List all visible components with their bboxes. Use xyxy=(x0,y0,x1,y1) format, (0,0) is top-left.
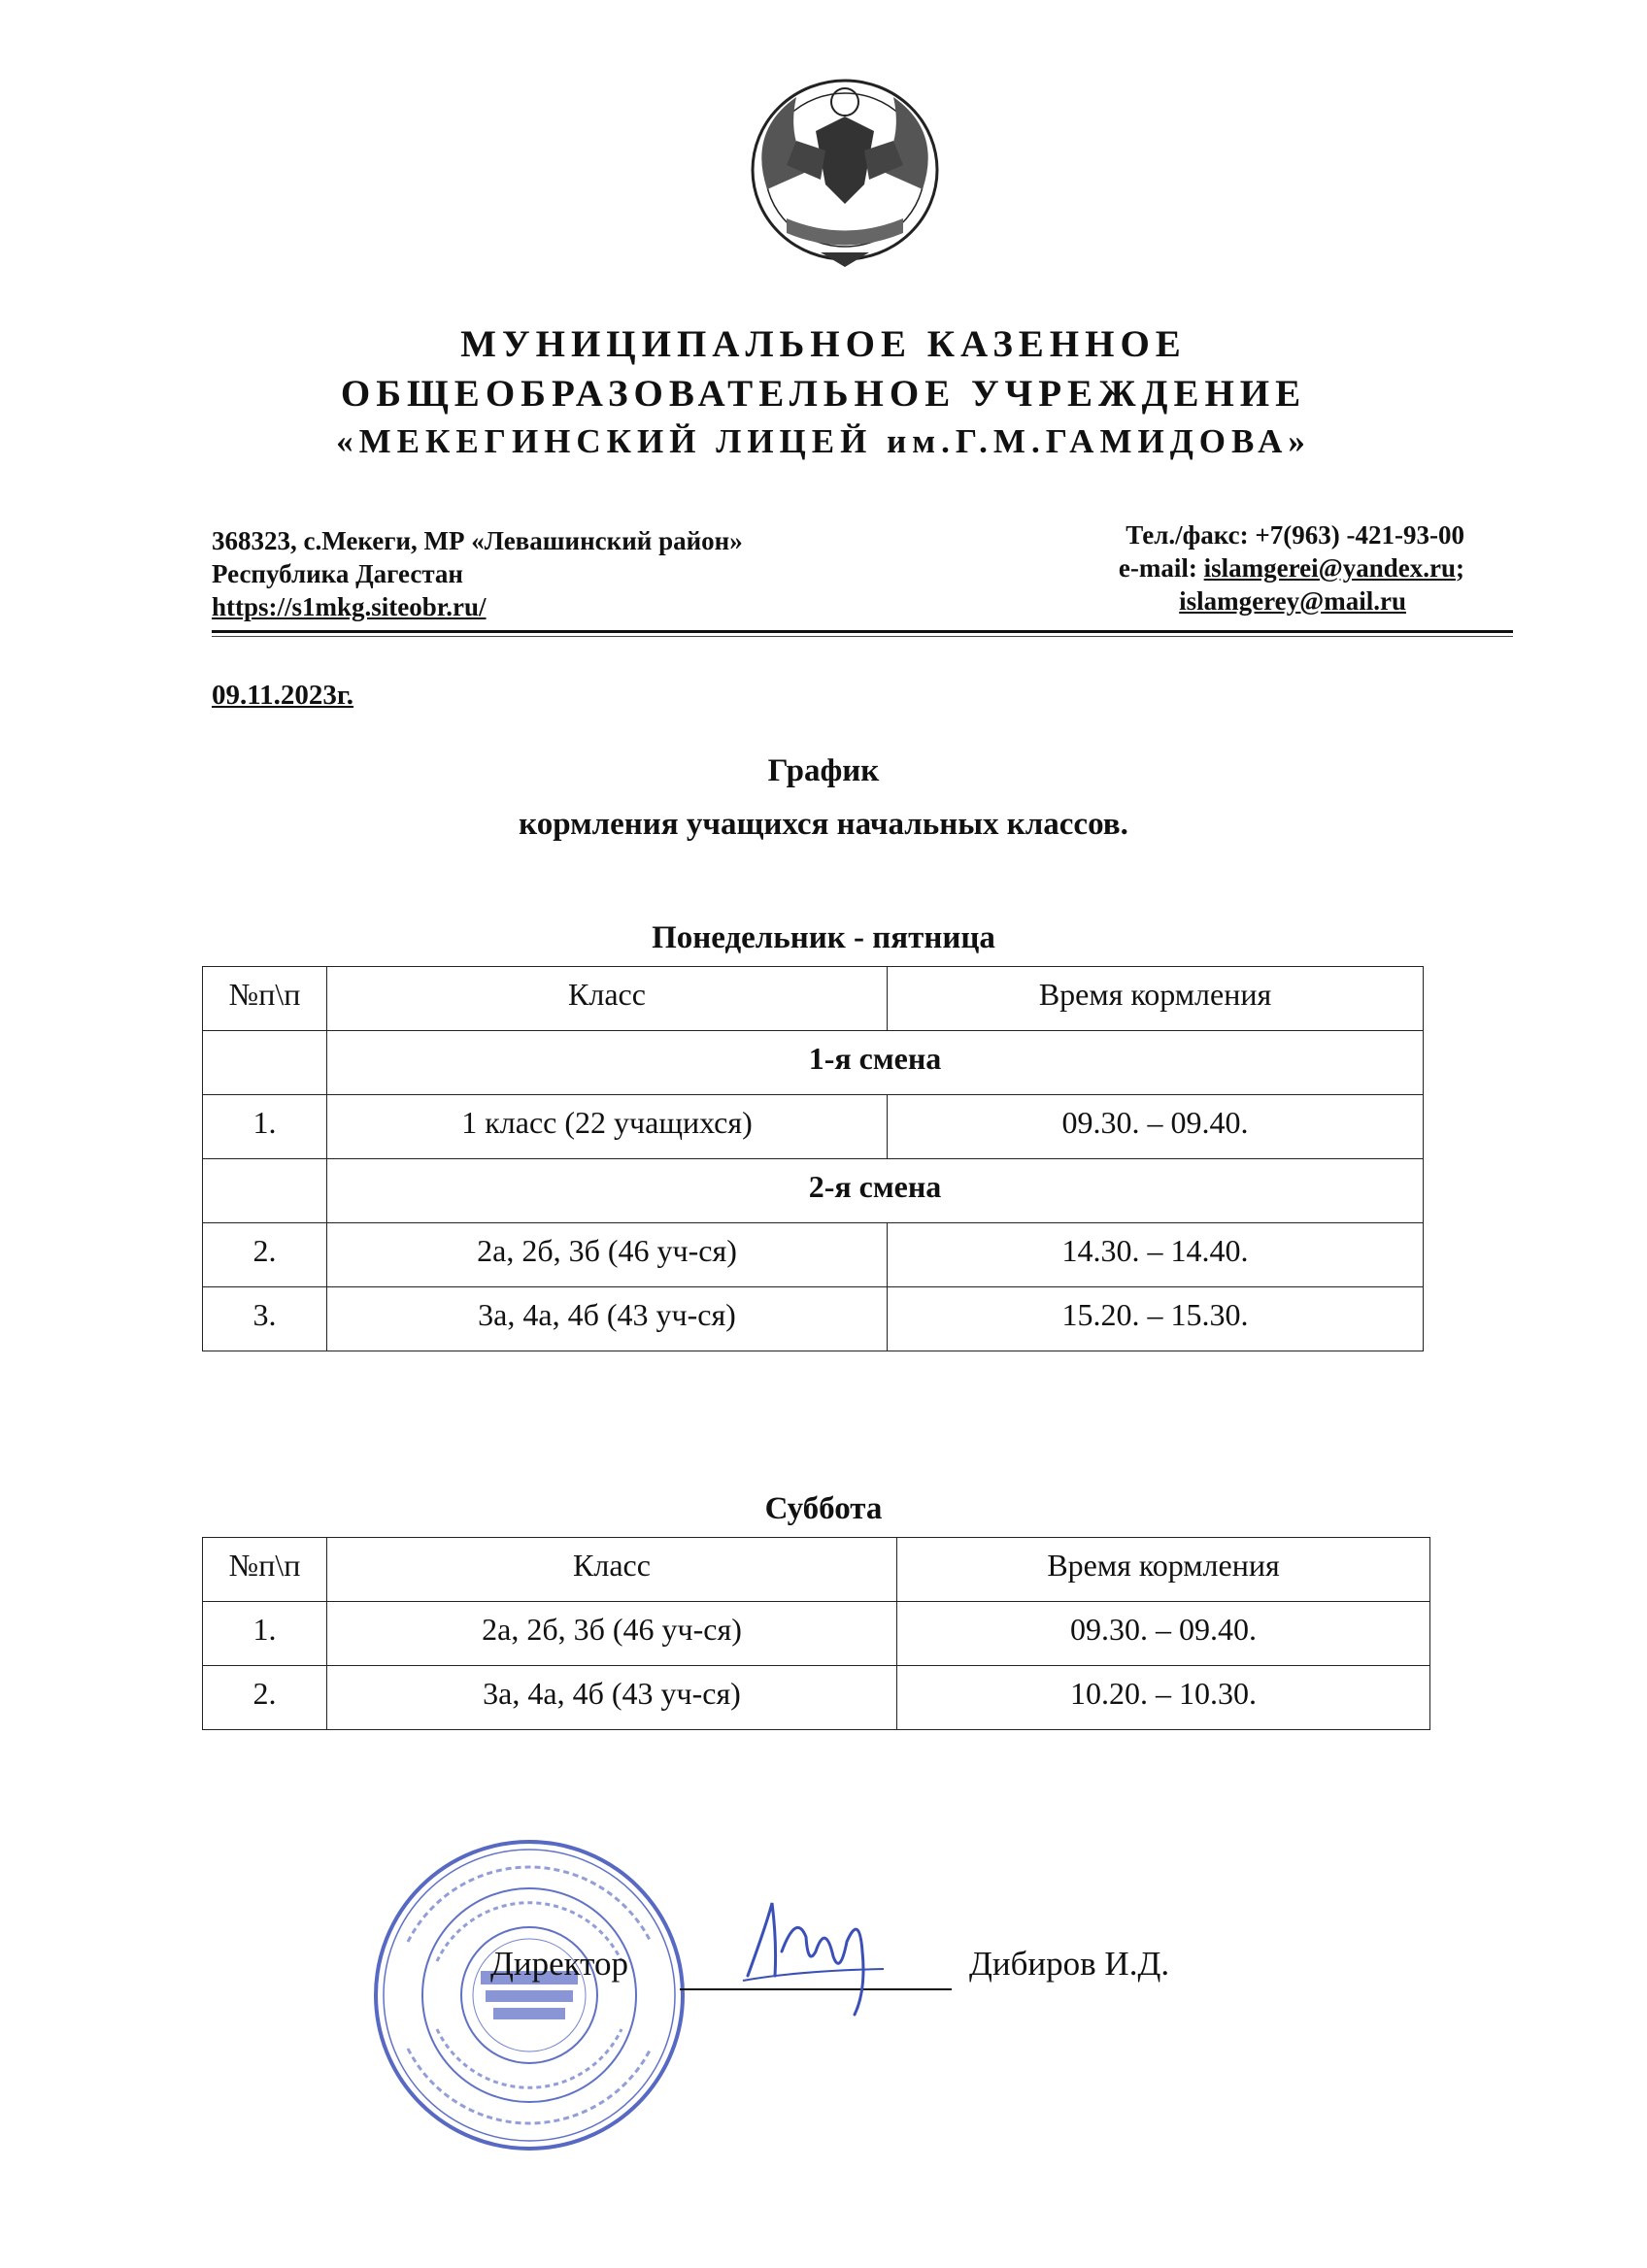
table-row xyxy=(203,1287,1424,1351)
row-number: 3. xyxy=(203,1287,327,1351)
org-name-line-3: «МЕКЕГИНСКИЙ ЛИЦЕЙ им.Г.М.ГАМИДОВА» xyxy=(336,422,1311,460)
table-row xyxy=(203,1095,1424,1159)
coat-of-arms-emblem xyxy=(728,73,961,272)
row-time: 09.30. – 09.40. xyxy=(897,1602,1430,1666)
document-title: График xyxy=(767,753,880,788)
row-number: 2. xyxy=(203,1666,327,1730)
address-line-1: 368323, с.Мекеги, МР «Левашинский район» xyxy=(212,526,743,555)
row-class: 2а, 2б, 3б (46 уч-ся) xyxy=(327,1223,888,1287)
column-header-number: №п\п xyxy=(203,967,327,1031)
org-name-line-1: МУНИЦИПАЛЬНОЕ КАЗЕННОЕ xyxy=(460,323,1187,365)
column-header-class: Класс xyxy=(327,967,888,1031)
table-header-row xyxy=(203,1538,1430,1602)
empty-cell xyxy=(203,1031,327,1095)
email-separator: ; xyxy=(1456,553,1464,583)
column-header-number: №п\п xyxy=(203,1538,327,1602)
shift-label-1: 1-я смена xyxy=(327,1031,1424,1095)
column-header-time: Время кормления xyxy=(897,1538,1430,1602)
website-link[interactable]: https://s1mkg.siteobr.ru/ xyxy=(212,592,487,621)
address-line-2: Республика Дагестан xyxy=(212,559,463,588)
table-row xyxy=(203,1666,1430,1730)
table-header-row xyxy=(203,967,1424,1031)
handwritten-signature xyxy=(738,1884,932,2019)
email-line-2 xyxy=(971,584,1464,617)
row-time: 10.20. – 10.30. xyxy=(897,1666,1430,1730)
org-name-line-2: ОБЩЕОБРАЗОВАТЕЛЬНОЕ УЧРЕЖДЕНИЕ xyxy=(340,373,1307,415)
signatory-name: Дибиров И.Д. xyxy=(969,1945,1170,1983)
row-time: 09.30. – 09.40. xyxy=(888,1095,1424,1159)
row-class: 3а, 4а, 4б (43 уч-ся) xyxy=(327,1666,897,1730)
header-divider-thin xyxy=(212,636,1513,637)
saturday-heading: Суббота xyxy=(764,1491,883,1526)
document-subtitle: кормления учащихся начальных классов. xyxy=(519,807,1128,842)
email-link-1[interactable]: islamgerei@yandex.ru xyxy=(1203,553,1456,583)
shift-row xyxy=(203,1159,1424,1223)
row-class: 2а, 2б, 3б (46 уч-ся) xyxy=(327,1602,897,1666)
document-date: 09.11.2023г. xyxy=(212,680,354,711)
weekdays-schedule-table xyxy=(202,966,1424,1351)
official-stamp xyxy=(369,1835,689,2155)
contacts-block xyxy=(971,518,1464,617)
row-number: 1. xyxy=(203,1095,327,1159)
column-header-time: Время кормления xyxy=(888,967,1424,1031)
weekdays-heading: Понедельник - пятница xyxy=(652,920,995,955)
row-number: 2. xyxy=(203,1223,327,1287)
row-time: 15.20. – 15.30. xyxy=(888,1287,1424,1351)
row-class: 3а, 4а, 4б (43 уч-ся) xyxy=(327,1287,888,1351)
header-divider xyxy=(212,630,1513,633)
shift-label-2: 2-я смена xyxy=(327,1159,1424,1223)
table-row xyxy=(203,1223,1424,1287)
row-class: 1 класс (22 учащихся) xyxy=(327,1095,888,1159)
signatory-role: Директор xyxy=(490,1945,629,1983)
email-line xyxy=(971,551,1464,584)
shift-row xyxy=(203,1031,1424,1095)
address-block xyxy=(212,524,743,623)
email-label: e-mail: xyxy=(1118,553,1204,583)
phone-fax: Тел./факс: +7(963) -421-93-00 xyxy=(1126,520,1464,550)
row-time: 14.30. – 14.40. xyxy=(888,1223,1424,1287)
saturday-schedule-table xyxy=(202,1537,1430,1730)
row-number: 1. xyxy=(203,1602,327,1666)
email-link-2[interactable]: islamgerey@mail.ru xyxy=(1179,586,1406,616)
table-row xyxy=(203,1602,1430,1666)
column-header-class: Класс xyxy=(327,1538,897,1602)
empty-cell xyxy=(203,1159,327,1223)
